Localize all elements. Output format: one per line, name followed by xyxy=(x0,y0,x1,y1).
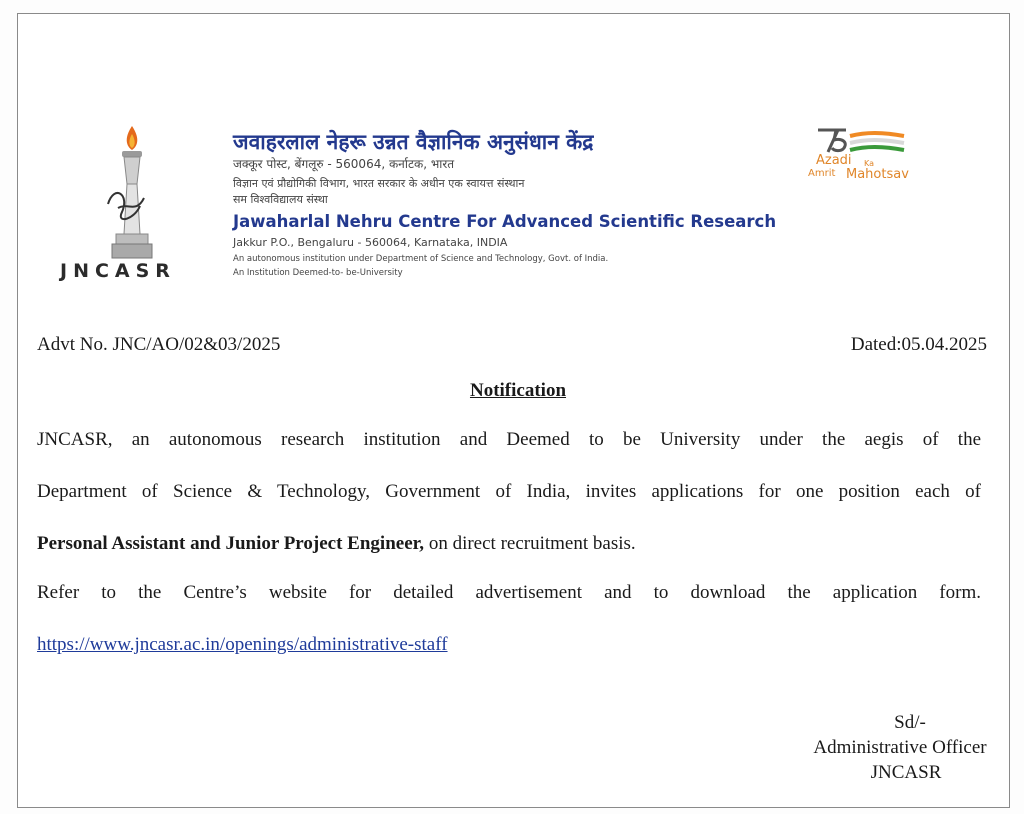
address-english: Jakkur P.O., Bengaluru - 560064, Karnataka, INDIA xyxy=(233,236,508,249)
signature-org: JNCASR xyxy=(870,762,942,783)
signature-sd: Sd/- xyxy=(894,712,926,733)
akam-amrit: Amrit xyxy=(808,168,836,179)
description-hindi-2: सम विश्वविद्यालय संस्था xyxy=(233,193,328,206)
body-line-1: JNCASR, an autonomous research institution and Deemed to be University under the aegis of the xyxy=(37,429,981,450)
institution-title-hindi: जवाहरलाल नेहरू उन्नत वैज्ञानिक अनुसंधान केंद्र xyxy=(233,130,594,154)
logo-wordmark: JNCASR xyxy=(60,260,176,282)
institution-title-english: Jawaharlal Nehru Centre For Advanced Scientific Research xyxy=(233,212,777,231)
address-hindi: जक्कूर पोस्ट, बेंगलूरु - 560064, कर्नाटक, भारत xyxy=(233,157,455,171)
description-english-2: An Institution Deemed-to- be-University xyxy=(233,268,403,278)
advertisement-date: Dated:05.04.2025 xyxy=(850,334,987,355)
azadi-ka-amrit-mahotsav-logo xyxy=(806,126,936,186)
advertisement-number: Advt No. JNC/AO/02&03/2025 xyxy=(37,334,281,355)
body-line-4: Refer to the Centre’s website for detailed advertisement and to download the application form. xyxy=(37,582,981,603)
signature-title: Administrative Officer xyxy=(813,737,987,758)
torch-icon xyxy=(100,124,164,264)
openings-link[interactable]: https://www.jncasr.ac.in/openings/administrative-staff xyxy=(37,634,448,655)
description-english-1: An autonomous institution under Department of Science and Technology, Govt. of India. xyxy=(233,254,609,264)
body-line-2: Department of Science & Technology, Government of India, invites applications for one position each of xyxy=(37,481,981,502)
description-hindi-1: विज्ञान एवं प्रौद्योगिकी विभाग, भारत सरकार के अधीन एक स्वायत्त संस्थान xyxy=(233,177,525,190)
notification-heading: Notification xyxy=(469,380,567,401)
positions-text: Personal Assistant and Junior Project Engineer, xyxy=(37,533,425,554)
akam-mahotsav: Mahotsav xyxy=(846,167,909,182)
jncasr-logo xyxy=(60,124,210,284)
akam-azadi: Azadi xyxy=(816,153,852,168)
akam-ka: Ka xyxy=(864,159,875,168)
tricolor-75-icon xyxy=(816,126,906,156)
body-line-3 xyxy=(37,533,981,555)
recruitment-basis-text: on direct recruitment basis. xyxy=(424,533,636,554)
